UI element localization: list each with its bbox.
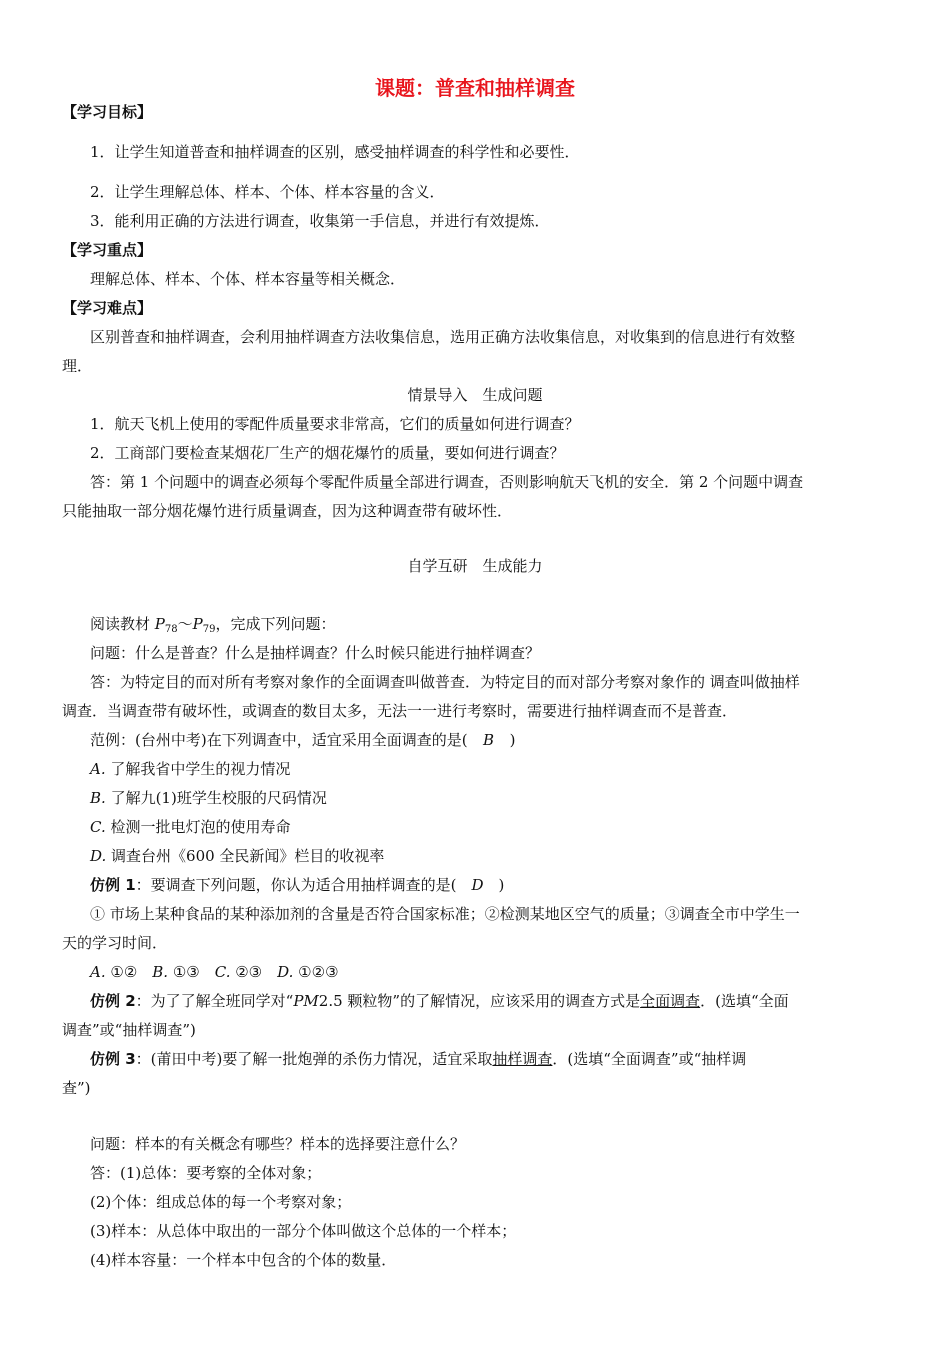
example-stem — [90, 730, 920, 750]
practice1-stem-text: ：要调查下列问题，你认为适合用抽样调查的是( — [135, 876, 457, 894]
practice2-answer: 全面调查 — [640, 992, 701, 1010]
section-heading-intro: 情景导入 生成问题 — [407, 386, 543, 404]
concept-item: 答：(1)总体：要考察的全体对象； — [90, 1164, 322, 1182]
concept-item: (2)个体：组成总体的每一个考察对象； — [90, 1193, 352, 1211]
option-label: B. — [152, 963, 169, 981]
goal-item: 1．让学生知道普查和抽样调查的区别，感受抽样调查的科学性和必要性． — [90, 143, 580, 161]
practice3-text: ．(选填“全面调查”或“抽样调 — [552, 1050, 747, 1068]
page-title: 课题：普查和抽样调查 — [375, 76, 575, 100]
example-answer: B — [483, 731, 495, 749]
option-text: ①② — [105, 963, 153, 981]
example-close: ) — [509, 731, 516, 749]
census-question: 问题：什么是普查？什么是抽样调查？什么时候只能进行抽样调查？ — [90, 644, 541, 662]
option-text: 调查台州《600 全民新闻》栏目的收视率 — [106, 847, 385, 865]
example-option — [90, 817, 920, 837]
read-suffix: ，完成下列问题： — [215, 615, 336, 633]
concept-item: (3)样本：从总体中取出的一部分个体叫做这个总体的一个样本； — [90, 1222, 517, 1240]
practice1-options — [90, 962, 920, 982]
goal-item: 2．让学生理解总体、样本、个体、样本容量的含义． — [90, 183, 445, 201]
focus-text: 理解总体、样本、个体、样本容量等相关概念． — [90, 270, 406, 288]
practice1-stem — [90, 875, 920, 895]
difficulty-heading: 【学习难点】 — [62, 299, 153, 317]
section-heading-selfstudy: 自学互研 生成能力 — [407, 557, 543, 575]
option-text: ②③ — [230, 963, 278, 981]
practice1-label: 仿例 1 — [90, 876, 136, 894]
practice2-text: ：为了了解全班同学对“ — [135, 992, 294, 1010]
option-text: 了解九(1)班学生校服的尺码情况 — [105, 789, 327, 807]
intro-question: 2．工商部门要检查某烟花厂生产的烟花爆竹的质量，要如何进行调查？ — [90, 444, 565, 462]
pm-term: PM — [293, 992, 319, 1010]
difficulty-text: 区别普查和抽样调查，会利用抽样调查方法收集信息，选用正确方法收集信息，对收集到的信息进行有效整 — [90, 328, 796, 346]
goal-item: 3．能利用正确的方法进行调查，收集第一手信息，并进行有效提炼． — [90, 212, 550, 230]
goals-heading: 【学习目标】 — [62, 103, 153, 121]
option-label: D. — [277, 963, 294, 981]
option-label: C. — [90, 818, 106, 836]
option-text: ①②③ — [293, 963, 339, 981]
option-label: B. — [90, 789, 106, 807]
tilde: ～ — [177, 615, 193, 633]
option-text: ①③ — [168, 963, 215, 981]
census-answer-cont: 调查．当调查带有破坏性，或调查的数目太多，无法一一进行考察时，需要进行抽样调查而不是普查． — [62, 702, 738, 720]
page-ref-start: P — [154, 615, 165, 633]
read-prefix: 阅读教材 — [90, 615, 155, 633]
page-ref-end-number: 79 — [202, 624, 216, 635]
page-ref-start-number: 78 — [164, 624, 178, 635]
intro-answer: 答：第 1 个问题中的调查必须每个零配件质量全部进行调查，否则影响航天飞机的安全．第 2 个问题中调查 — [90, 473, 804, 491]
focus-heading: 【学习重点】 — [62, 241, 153, 259]
difficulty-text-cont: 理． — [62, 357, 93, 375]
practice1-close: ) — [498, 876, 505, 894]
page-ref-end: P — [192, 615, 203, 633]
example-stem-text: 范例：(台州中考)在下列调查中，适宜采用全面调查的是( — [90, 731, 468, 749]
practice1-items-cont: 天的学习时间． — [62, 934, 168, 952]
practice3-text: ：(莆田中考)要了解一批炮弹的杀伤力情况，适宜采取 — [135, 1050, 493, 1068]
example-option — [90, 788, 920, 808]
practice2-text: ．(选填“全面 — [700, 992, 789, 1010]
practice1-answer: D — [471, 876, 484, 894]
practice3-stem — [90, 1049, 920, 1069]
intro-answer-cont: 只能抽取一部分烟花爆竹进行质量调查，因为这种调查带有破坏性． — [62, 502, 513, 520]
intro-question: 1．航天飞机上使用的零配件质量要求非常高，它们的质量如何进行调查？ — [90, 415, 580, 433]
practice2-stem — [90, 991, 920, 1011]
practice1-items: ① 市场上某种食品的某种添加剂的含量是否符合国家标准；②检测某地区空气的质量；③调查全市中学生一 — [90, 905, 800, 923]
option-label: C. — [214, 963, 231, 981]
practice3-label: 仿例 3 — [90, 1050, 136, 1068]
practice3-answer: 抽样调查 — [492, 1050, 553, 1068]
option-text: 检测一批电灯泡的使用寿命 — [105, 818, 291, 836]
census-answer: 答：为特定目的而对所有考察对象作的全面调查叫做普查．为特定目的而对部分考察对象作的 调查叫做抽样 — [90, 673, 800, 691]
example-option — [90, 846, 920, 866]
option-label: A. — [90, 760, 106, 778]
concepts-question: 问题：样本的有关概念有哪些？样本的选择要注意什么？ — [90, 1135, 466, 1153]
option-text: 了解我省中学生的视力情况 — [105, 760, 291, 778]
practice2-label: 仿例 2 — [90, 992, 136, 1010]
practice3-stem-cont: 查”) — [62, 1079, 91, 1097]
practice2-stem-cont: 调查”或“抽样调查”) — [62, 1021, 196, 1039]
option-label: D. — [90, 847, 107, 865]
option-label: A. — [90, 963, 106, 981]
concept-item: (4)样本容量：一个样本中包含的个体的数量． — [90, 1251, 397, 1269]
example-option — [90, 759, 920, 779]
reading-instruction — [90, 614, 920, 640]
practice2-text: 2.5 颗粒物”的了解情况，应该采用的调查方式是 — [318, 992, 641, 1010]
